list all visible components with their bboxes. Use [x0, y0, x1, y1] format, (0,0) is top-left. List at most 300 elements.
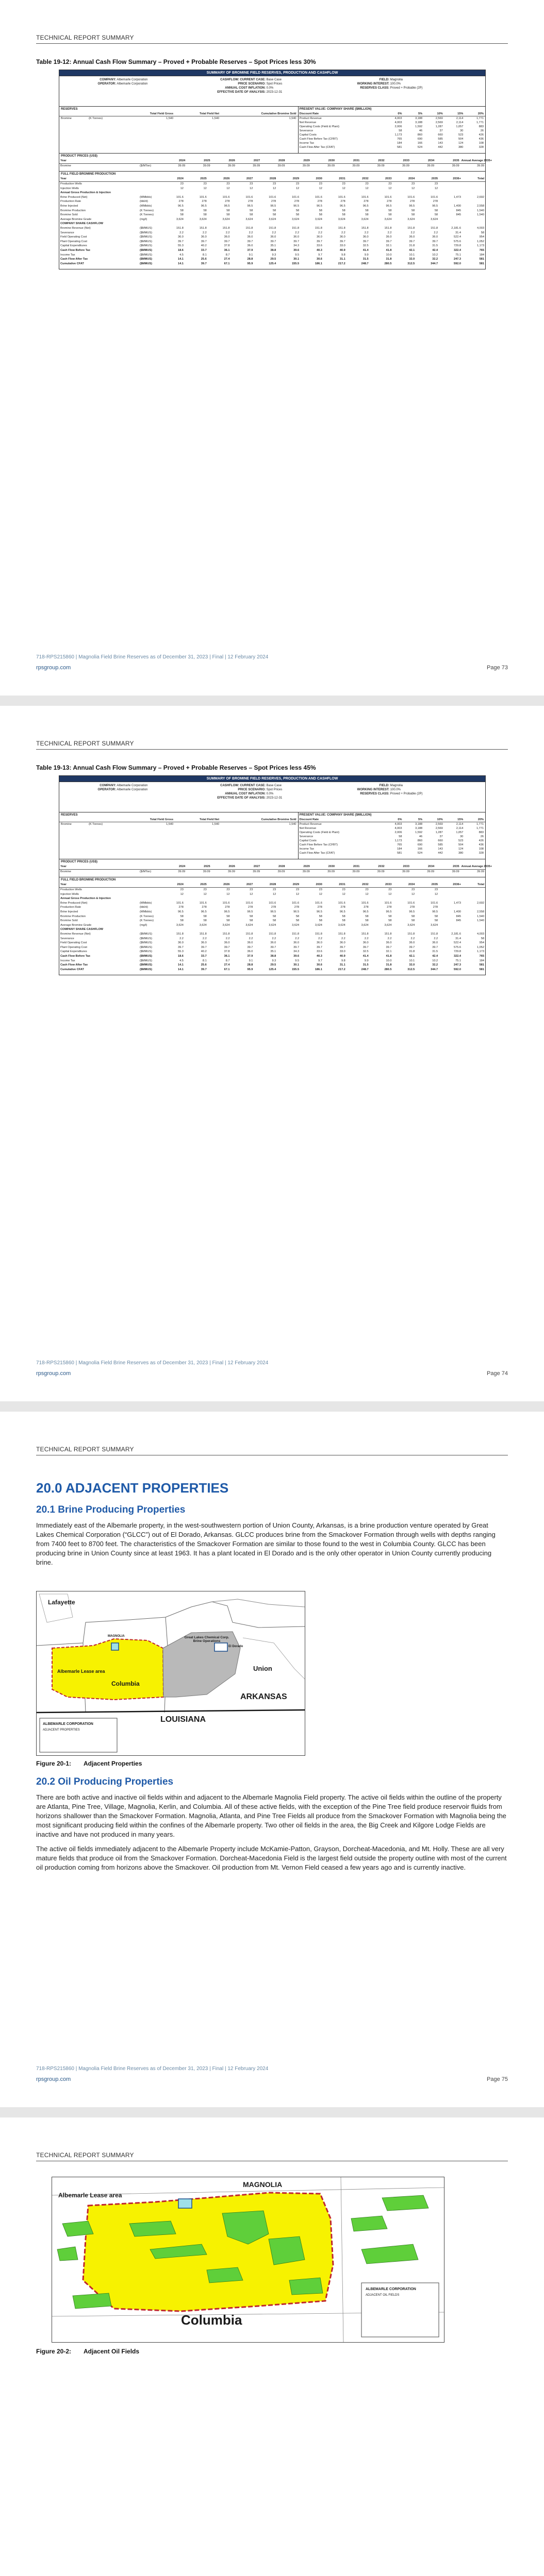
header-rule: [36, 43, 508, 44]
table-cell: 23: [388, 182, 392, 186]
npv-row: [298, 137, 485, 141]
table-cell: 151.8: [315, 227, 322, 230]
table-cell: 36.0: [432, 941, 438, 945]
table-cell: 27.4: [224, 963, 230, 967]
table-cell: 2.2: [225, 937, 230, 940]
table-cell: 28.8: [247, 258, 253, 261]
npv-cell: Product Revenue: [299, 117, 322, 120]
table-cell: 58: [365, 209, 369, 212]
table-cell: 2.2: [202, 937, 207, 940]
table-cell: 39.7: [409, 240, 415, 243]
label-louisiana: LOUISIANA: [160, 1715, 206, 1724]
info-value: Spot Prices: [266, 82, 283, 86]
prices-head-cell: 2033: [386, 159, 410, 163]
npv-cell: 2,006: [394, 831, 402, 834]
prices-cell: 39.09: [402, 870, 409, 873]
table-cell: 25.6: [201, 258, 207, 261]
npv-cell: 30: [460, 129, 464, 132]
table-cell: [231, 927, 254, 932]
table-cell: 12: [295, 892, 300, 896]
info-key: OPERATOR:: [97, 788, 116, 791]
table-cell: 151.8: [407, 227, 415, 230]
table-cell: Severance: [60, 231, 74, 234]
table-cell: 36.0: [247, 950, 253, 954]
table-cell: 3,624: [361, 217, 369, 221]
table-cell: Capital Expenditures: [60, 950, 87, 954]
table-cell: 58: [434, 914, 438, 918]
table-cell: 3,624: [222, 217, 230, 221]
info-right-row: [348, 78, 403, 81]
table-cell: Income Tax: [60, 959, 75, 962]
table-cell: 101.6: [245, 195, 253, 199]
npv-cell: 3,188: [415, 823, 423, 826]
npv-row: [298, 121, 485, 125]
table-cell: 96.5: [224, 205, 230, 208]
prices-cell: 39.09: [477, 870, 484, 873]
table-cell: 12: [250, 892, 253, 896]
table-cell: 96.5: [409, 205, 415, 208]
table-cell: 280.5: [384, 968, 392, 971]
table-cell: 58: [434, 919, 438, 923]
production-head-cell: 2034: [392, 883, 416, 887]
table-cell: 2.2: [272, 231, 276, 234]
table-cell: 36.0: [270, 941, 276, 945]
table-row: [59, 252, 485, 257]
table-cell: ($MMUS): [140, 227, 152, 230]
npv-row: [298, 843, 485, 847]
table-cell: [392, 222, 416, 226]
npv-cell: 1,771: [476, 121, 484, 124]
table-cell: 101.6: [222, 195, 230, 199]
table-cell: 58: [226, 209, 230, 212]
production-head-cell: 2033: [370, 177, 393, 181]
table-cell: 34.3: [293, 950, 300, 954]
figure-title: Adjacent Oil Fields: [84, 2348, 140, 2355]
table-cell: 3,624: [199, 923, 207, 927]
npv-cell: 1,771: [476, 823, 484, 826]
table-cell: 12: [342, 187, 345, 190]
table-cell: 18.6: [177, 248, 184, 252]
table-cell: [277, 896, 300, 901]
table-cell: 39.7: [339, 240, 345, 243]
table-cell: 18.6: [177, 954, 184, 958]
table-cell: 67.1: [224, 968, 230, 971]
npv-cell: 166: [417, 142, 423, 145]
table-cell: [439, 186, 462, 191]
table-cell: Bromine Sold: [60, 213, 78, 217]
table-row: [59, 941, 485, 945]
table-cell: [323, 191, 347, 195]
prices-cell: 39.09: [377, 870, 385, 873]
table-cell: 58: [250, 919, 253, 923]
production-head-cell: 2025: [185, 177, 208, 181]
table-cell: 101.6: [269, 195, 276, 199]
table-cell: [416, 191, 439, 195]
table-cell: 31.1: [339, 258, 345, 261]
figure-title: Adjacent Properties: [84, 1760, 142, 1767]
table-cell: 23: [434, 888, 438, 892]
table-cell: 2.2: [410, 231, 415, 234]
table-cell: 2.2: [341, 231, 345, 234]
table-cell: 55.3: [177, 950, 184, 954]
table-cell: 2.2: [179, 937, 184, 940]
table-row: [59, 208, 485, 213]
table-cell: 151.8: [431, 227, 438, 230]
prices-section: [59, 859, 492, 877]
table-cell: [300, 927, 323, 932]
table-cell: (K Tonnes): [140, 209, 154, 212]
table-cell: [416, 927, 439, 932]
npv-cell: 26: [480, 129, 484, 132]
npv-cell: 108: [479, 142, 484, 145]
table-cell: 151.8: [222, 933, 230, 936]
table-cell: 3,624: [269, 217, 276, 221]
table-cell: 3,624: [431, 923, 438, 927]
info-mid-row: [209, 87, 273, 90]
table-cell: 39.7: [247, 240, 253, 243]
table-cell: 12: [388, 187, 392, 190]
table-cell: Cumulative CFAT: [60, 968, 84, 971]
table-cell: (K Tonnes): [140, 914, 154, 918]
table-cell: 39.7: [177, 240, 184, 243]
table-cell: 101.6: [338, 195, 345, 199]
info-value: Magnolia: [390, 78, 403, 81]
reserves-head: [59, 818, 298, 822]
table-cell: [139, 186, 161, 191]
table-cell: 58: [203, 209, 207, 212]
table-cell: 12: [319, 892, 322, 896]
npv-cell: 124: [458, 848, 464, 851]
table-cell: 31.1: [339, 963, 345, 967]
table-cell: 9.1: [249, 253, 253, 257]
page-number: Page 73: [487, 665, 508, 671]
table-cell: 10.0: [386, 959, 392, 962]
table-cell: 101.6: [315, 195, 322, 199]
table-cell: 217.2: [338, 262, 345, 265]
table-cell: 3,624: [431, 217, 438, 221]
reserves-cell: 1,540: [166, 117, 174, 120]
table-cell: ($MMUS): [140, 258, 152, 261]
table-cell: 39.7: [362, 945, 369, 949]
npv-row: [298, 831, 485, 835]
table-cell: [254, 927, 277, 932]
table-cell: 42.4: [432, 954, 438, 958]
table-cell: [231, 222, 254, 226]
npv-cell: 380: [458, 852, 464, 855]
npv-cell: 585: [438, 138, 443, 141]
table-cell: 96.5: [362, 205, 369, 208]
npv-row: [298, 141, 485, 145]
table-cell: 58: [203, 914, 207, 918]
table-cell: ($MMUS): [140, 933, 152, 936]
table-cell: 2.2: [387, 231, 392, 234]
table-cell: 58: [180, 914, 184, 918]
npv-cell: 860: [417, 133, 423, 137]
info-key: FIELD:: [379, 784, 389, 787]
table-cell: 58: [319, 919, 322, 923]
table-cell: 58: [272, 213, 276, 217]
info-key: OPERATOR:: [97, 82, 116, 86]
table-cell: 31.8: [409, 950, 415, 954]
prices-cell: 39.09: [327, 164, 335, 167]
table-cell: [254, 896, 277, 901]
table-cell: 58: [203, 919, 207, 923]
info-left-row: [80, 784, 147, 787]
prices-cell: 39.09: [203, 870, 210, 873]
table-cell: 32.0: [409, 258, 415, 261]
table-cell: 14.1: [177, 258, 184, 261]
table-cell: 36.1: [224, 248, 230, 252]
table-cell: [439, 887, 462, 892]
table-cell: 39.7: [270, 240, 276, 243]
table-cell: 36.0: [317, 941, 322, 945]
table-cell: 101.6: [199, 901, 207, 905]
table-cell: 58: [388, 919, 392, 923]
table-cell: 32.0: [409, 963, 415, 967]
running-header: TECHNICAL REPORT SUMMARY: [36, 34, 134, 41]
table-cell: 278: [409, 200, 415, 204]
info-key: PRICE SCENARIO:: [238, 82, 266, 86]
npv-cell: 2,569: [435, 117, 443, 120]
table-cell: 58: [272, 914, 276, 918]
table-cell: 592.0: [453, 968, 461, 971]
info-right-row: [348, 792, 423, 795]
footer-link[interactable]: rpsgroup.com: [36, 665, 71, 671]
table-cell: 312.5: [407, 968, 415, 971]
table-cell: [370, 222, 393, 226]
table-cell: 96.5: [177, 910, 184, 914]
table-cell: 101.6: [338, 901, 345, 905]
npv-cell: 1,592: [415, 125, 423, 128]
label-union: Union: [253, 1665, 272, 1672]
npv-cell: Operating Costs (Field & Plant): [299, 125, 339, 128]
table-cell: 58: [226, 213, 230, 217]
table-cell: Production Wells: [60, 182, 82, 186]
table-cell: 151.8: [431, 933, 438, 936]
cashflow-table: [59, 70, 492, 269]
table-cell: (bbl/d): [140, 906, 148, 909]
table-cell: 10.1: [409, 253, 415, 257]
table-cell: 38.8: [270, 954, 276, 958]
table-cell: 31.5: [362, 963, 369, 967]
table-cell: 592.0: [453, 262, 461, 265]
reserves-head-cell: Total Field Gross: [122, 818, 175, 822]
table-cell: 101.6: [384, 901, 392, 905]
table-cell: 278: [364, 906, 369, 909]
table-cell: Cumulative CFAT: [60, 262, 84, 265]
table-cell: 278: [387, 906, 392, 909]
prices-cell: 39.09: [302, 870, 310, 873]
table-cell: 9.5: [295, 253, 300, 257]
table-row: [59, 235, 485, 240]
table-cell: 845: [456, 209, 461, 212]
table-cell: [370, 927, 393, 932]
npv-cell: 166: [417, 848, 423, 851]
info-key: WORKING INTEREST:: [357, 788, 389, 791]
table-cell: 101.6: [269, 901, 276, 905]
table-header: SUMMARY OF BROMINE FIELD RESERVES, PRODUCTION AND CASHFLOW: [59, 70, 485, 76]
table-cell: 2.2: [318, 231, 322, 234]
table-cell: 3,624: [269, 923, 276, 927]
table-cell: [208, 191, 231, 195]
footer-link[interactable]: rpsgroup.com: [36, 2076, 71, 2082]
prices-head-cell: 2024: [161, 865, 186, 869]
npv-head-cell: 5%: [403, 112, 424, 116]
table-cell: 3,624: [407, 217, 415, 221]
info-value: Albemarle Corporation: [117, 788, 148, 791]
table-cell: 2.2: [249, 937, 253, 940]
production-title: FULL FIELD BROMINE PRODUCTION: [61, 173, 116, 176]
legend-subtitle: ADJACENT OIL FIELDS: [366, 2294, 400, 2297]
info-mid-row: [209, 792, 273, 795]
table-cell: [208, 927, 231, 932]
table-cell: 845: [456, 914, 461, 918]
table-cell: [439, 896, 462, 901]
npv-cell: 3,188: [415, 117, 423, 120]
reserves-head-cell: Cumulative Bromine Sold: [221, 818, 298, 822]
table-cell: 40.2: [201, 244, 207, 248]
table-row: [59, 936, 485, 941]
npv-row: [298, 851, 485, 855]
production-head-cell: 2025: [185, 883, 208, 887]
subsection-heading-oil: 20.2 Oil Producing Properties: [36, 1776, 174, 1787]
npv-cell: 504: [458, 843, 464, 846]
prices-title: PRODUCT PRICES (US$): [61, 860, 98, 863]
table-cell: COMPANY SHARE CASHFLOW: [60, 928, 104, 931]
table-cell: 1,052: [477, 945, 484, 949]
table-cell: [185, 927, 208, 932]
table-cell: 36.0: [224, 235, 230, 239]
reserves-row: [59, 822, 298, 827]
table-cell: 2,692: [477, 901, 484, 905]
npv-head-cell: 5%: [403, 818, 424, 822]
table-cell: 23: [226, 182, 230, 186]
table-cell: 2,181.6: [451, 933, 461, 936]
legend-subtitle: ADJACENT PROPERTIES: [43, 1728, 80, 1732]
production-section: [59, 877, 485, 975]
table-cell: (K Tonnes): [140, 213, 154, 217]
npv-cell: 4,003: [394, 121, 402, 124]
prices-cell: 39.09: [253, 164, 260, 167]
table-cell: 36.0: [362, 941, 369, 945]
label-columbia: Columbia: [181, 2312, 242, 2328]
table-cell: [439, 927, 462, 932]
prices-head-cell: 2027: [236, 159, 261, 163]
info-key: PRICE SCENARIO:: [238, 788, 266, 791]
table-cell: 58: [272, 919, 276, 923]
npv-cell: Cash Flow Before Tax (CFBT): [299, 138, 338, 141]
table-cell: Field Operating Cost: [60, 235, 87, 239]
info-value: 2023-12-31: [266, 91, 283, 94]
production-head-cell: Total: [462, 177, 485, 181]
table-row: [59, 248, 485, 253]
table-cell: 58: [342, 914, 345, 918]
table-cell: [462, 905, 485, 910]
info-key: WORKING INTEREST:: [357, 82, 389, 86]
table-cell: (K Tonnes): [140, 919, 154, 923]
table-cell: 3,624: [222, 923, 230, 927]
info-value: 100.0%: [390, 82, 401, 86]
table-cell: 2.2: [387, 937, 392, 940]
table-cell: 729.8: [453, 244, 461, 248]
table-cell: Cash Flow Before Tax: [60, 954, 91, 958]
legend-company: ALBEMARLE CORPORATION: [43, 1722, 93, 1726]
table-cell: 96.5: [247, 910, 253, 914]
page-number: Page 74: [487, 1370, 508, 1377]
production-head-cell: 2029: [277, 177, 300, 181]
prices-cell: 39.09: [377, 164, 385, 167]
npv-cell: 328: [479, 146, 484, 149]
table-cell: 729.8: [453, 950, 461, 954]
table-cell: [462, 887, 485, 892]
table-cell: 4,003: [477, 933, 484, 936]
table-cell: 3,624: [245, 923, 253, 927]
table-cell: 32.1: [386, 244, 392, 248]
table-cell: 58: [342, 919, 345, 923]
table-cell: 75.1: [455, 959, 461, 962]
table-cell: 278: [271, 906, 276, 909]
prices-cell: 39.09: [277, 164, 285, 167]
production-head-cell: 2032: [347, 177, 370, 181]
table-cell: 96.5: [362, 910, 369, 914]
table-row: [59, 945, 485, 950]
table-cell: 3,624: [338, 217, 345, 221]
table-cell: 23: [203, 888, 207, 892]
table-cell: 36.0: [293, 941, 300, 945]
reserves-section: [59, 812, 485, 859]
table-cell: 23: [180, 182, 184, 186]
prices-head: [59, 865, 485, 869]
reserves-head-cell: [59, 818, 87, 822]
table-cell: 2.2: [410, 937, 415, 940]
npv-row: [298, 822, 485, 827]
table-cell: 36.0: [432, 235, 438, 239]
prices-cell: 39.09: [277, 870, 285, 873]
info-key: COMPANY:: [100, 78, 116, 81]
production-head-cell: 2036+: [439, 883, 462, 887]
npv-cell: 436: [479, 138, 484, 141]
table-cell: 36.0: [270, 235, 276, 239]
table-cell: 23: [319, 888, 322, 892]
table-cell: 58: [180, 919, 184, 923]
table-cell: 1,540: [477, 213, 484, 217]
info-right-row: [348, 87, 423, 90]
npv-cell: 58: [399, 129, 402, 132]
table-row: [59, 226, 485, 231]
table-cell: 101.6: [292, 901, 300, 905]
npv-cell: 581: [397, 852, 402, 855]
npv-table: [298, 112, 485, 149]
table-cell: [139, 191, 161, 195]
footer-link[interactable]: rpsgroup.com: [36, 1370, 71, 1377]
table-cell: 9.8: [341, 959, 345, 962]
table-cell: 39.7: [386, 945, 392, 949]
footer-text: 718-RPS215860 | Magnolia Field Brine Reserves as of December 31, 2023 | Final | 12 February 2024: [36, 654, 269, 660]
table-cell: 9.7: [318, 959, 322, 962]
table-cell: 151.8: [269, 933, 276, 936]
prices-section: [59, 154, 492, 172]
npv-cell: 2,114: [456, 117, 464, 120]
table-cell: 39.7: [177, 945, 184, 949]
table-cell: Cash Flow After Tax: [60, 258, 88, 261]
table-cell: [462, 191, 485, 195]
table-cell: [277, 222, 300, 226]
table-cell: 151.8: [384, 933, 392, 936]
npv-cell: 765: [397, 843, 402, 846]
npv-cell: 660: [438, 839, 443, 842]
header-rule: [36, 749, 508, 750]
npv-cell: Capital Costs: [299, 839, 317, 842]
